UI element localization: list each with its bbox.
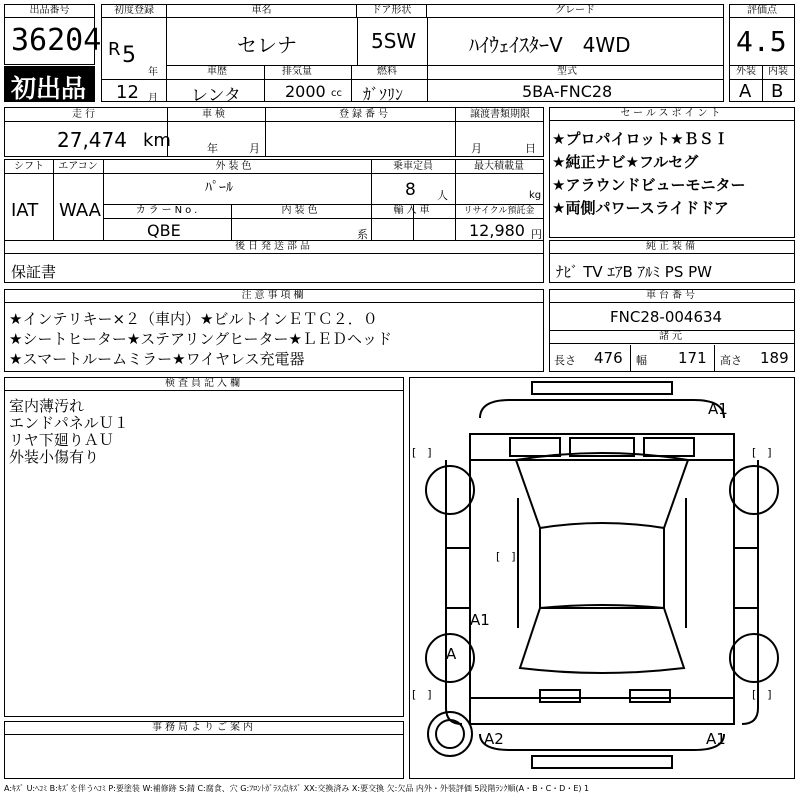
car-name-label: 車名 [167, 5, 357, 18]
first-listing-text: 初出品 [11, 74, 87, 103]
score-box [729, 4, 795, 102]
color-no-value: QBE [147, 221, 181, 240]
equipment-box [549, 240, 795, 283]
sales-points-box [549, 107, 795, 238]
ext-label: 外装 [736, 66, 756, 77]
model-value: 5BA-FNC28 [522, 82, 613, 101]
shift-label: シフト [14, 161, 44, 172]
grade-value: ﾊｲｳｪｲｽﾀｰV 4WD [469, 33, 631, 57]
door-label: ドア形状 [357, 5, 427, 18]
car-info-box [166, 4, 724, 106]
inspection-label: 車検 [202, 109, 228, 120]
bracket-mark: [ ] [412, 688, 432, 701]
sales-point-item: ★両側パワースライドドア [552, 199, 729, 217]
car-outline-diagram [410, 378, 794, 778]
interior-color-label: 内装色 [281, 205, 321, 216]
length-value: 476 [594, 349, 623, 367]
exterior-color-label: 外装色 [215, 161, 255, 172]
inspector-line: リヤ下廻りＡＵ [9, 431, 114, 449]
bracket-mark: [ ] [496, 550, 516, 563]
plate-label: 登録番号 [339, 109, 391, 120]
length-label: 長さ [554, 354, 576, 367]
capacity-unit: 人 [437, 189, 448, 202]
mileage-unit: km [143, 130, 171, 151]
notes-box [4, 289, 544, 372]
score-label: 評価点 [730, 5, 794, 18]
damage-diagram [409, 377, 795, 779]
chassis-label: 車台番号 [550, 290, 794, 303]
capacity-label: 乗車定員 [393, 161, 433, 172]
history-value: レンタ [191, 86, 241, 106]
displacement-label: 排気量 [282, 66, 312, 77]
notes-label: 注意事項欄 [5, 290, 543, 303]
car-name-value: セレナ [237, 33, 297, 57]
equipment-label: 純正装備 [550, 241, 794, 254]
office-box [4, 721, 404, 779]
lot-label: 出品番号 [5, 5, 94, 18]
sales-point-item: ★プロパイロット★ＢＳＩ [552, 130, 729, 148]
later-parts-box [4, 240, 544, 283]
inspector-line: 室内薄汚れ [9, 397, 85, 415]
fuel-label: 燃料 [377, 66, 397, 77]
inspector-line: 外装小傷有り [9, 448, 100, 466]
sales-points-label: セールスポイント [550, 108, 794, 121]
width-value: 171 [678, 349, 707, 367]
lot-number: 36204 [11, 23, 102, 58]
spec-box [4, 159, 544, 241]
inspector-box [4, 377, 404, 717]
interior-color-unit: 系 [357, 228, 368, 241]
office-label: 事務局よりご案内 [5, 722, 403, 735]
note-line: ★シートヒーター★ステアリングヒーター★ＬＥＤヘッド [9, 330, 392, 348]
registration-year-unit: 年 [148, 67, 158, 78]
note-line: ★スマートルームミラー★ワイヤレス充電器 [9, 350, 305, 368]
legend: A:ｷｽﾞ U:ﾍｺﾐ B:ｷｽﾞを伴うﾍｺﾐ P:要塗装 W:補修跡 S:錆 C:腐食、穴 G:ﾌﾛﾝﾄｶﾞﾗｽ点ｷｽﾞ XX:交換済み X:要交換 欠:欠品 内外・外装評価 5段階ﾗﾝｸ順(A・B・C・D・E) 1 [4, 784, 590, 793]
max-load-unit: kg [529, 190, 542, 201]
chassis-box [549, 289, 795, 372]
int-label: 内装 [768, 66, 788, 77]
fuel-value: ｶﾞｿﾘﾝ [363, 85, 404, 104]
recycle-label: リサイクル預託金 [463, 206, 535, 216]
damage-mark-rear-side: A1 [470, 611, 490, 629]
capacity-value: 8 [405, 180, 416, 200]
later-parts-value: 保証書 [11, 263, 57, 281]
grade-label: グレード [427, 5, 723, 18]
int-score: B [771, 81, 784, 102]
color-no-label: カラーNo. [135, 205, 201, 216]
later-parts-label: 後日発送部品 [5, 241, 543, 254]
mileage-label: 走行 [72, 109, 98, 120]
import-label: 輸入車 [393, 205, 433, 216]
registration-year: 5 [122, 43, 136, 68]
model-label: 型式 [557, 66, 577, 77]
inspector-line: エンドパネルＵ１ [9, 414, 129, 432]
history-label: 車歴 [207, 66, 227, 77]
door-value: 5SW [371, 29, 417, 53]
lot-number-box [4, 4, 102, 65]
registration-month-unit: 月 [148, 93, 158, 104]
sales-point-item: ★純正ナビ★フルセグ [552, 153, 699, 171]
sales-point-item: ★アラウンドビューモニター [552, 176, 746, 194]
dims-label: 諸元 [550, 331, 794, 344]
recycle-unit: 円 [531, 228, 542, 241]
bracket-mark: [ ] [752, 446, 772, 459]
transfer-month-unit: 月 [471, 142, 482, 155]
chassis-value: FNC28-004634 [610, 308, 723, 326]
mileage-value: 27,474 [57, 128, 127, 152]
equipment-value: ﾅﾋﾞ TV ｴｱB ｱﾙﾐ PS PW [556, 263, 712, 281]
aircon-value: WAA [59, 200, 101, 221]
recycle-value: 12,980 [469, 221, 525, 240]
registration-month: 12 [116, 82, 139, 103]
shift-value: IAT [11, 200, 39, 221]
height-value: 189 [760, 349, 789, 367]
damage-mark-front-wheel: A [446, 645, 457, 663]
inspection-year-unit: 年 [207, 142, 218, 155]
height-label: 高さ [720, 354, 742, 367]
score-value: 4.5 [736, 25, 787, 58]
max-load-label: 最大積載量 [474, 161, 524, 172]
inspector-label: 検査員記入欄 [5, 378, 403, 391]
registration-box [101, 4, 167, 102]
damage-mark-rear-left: A2 [484, 730, 504, 748]
ext-score: A [739, 81, 752, 102]
damage-mark-rear-right: A1 [706, 730, 726, 748]
transfer-label: 譲渡書類期限 [470, 109, 530, 120]
transfer-day-unit: 日 [525, 142, 536, 155]
inspection-month-unit: 月 [249, 142, 260, 155]
bracket-mark: [ ] [412, 446, 432, 459]
first-listing-badge [4, 66, 95, 102]
damage-mark-front-right: A1 [708, 400, 728, 418]
mileage-box [4, 107, 544, 157]
width-label: 幅 [636, 354, 647, 367]
registration-era: R [108, 39, 121, 60]
bracket-mark: [ ] [752, 688, 772, 701]
note-line: ★インテリキー×２（車内）★ビルトインＥＴＣ２．０ [9, 310, 378, 328]
aircon-label: エアコン [58, 161, 98, 172]
displacement-value: 2000 [285, 82, 326, 101]
displacement-unit: cc [331, 88, 342, 99]
registration-label: 初度登録 [102, 5, 166, 18]
exterior-color-value: ﾊﾟｰﾙ [205, 180, 233, 196]
